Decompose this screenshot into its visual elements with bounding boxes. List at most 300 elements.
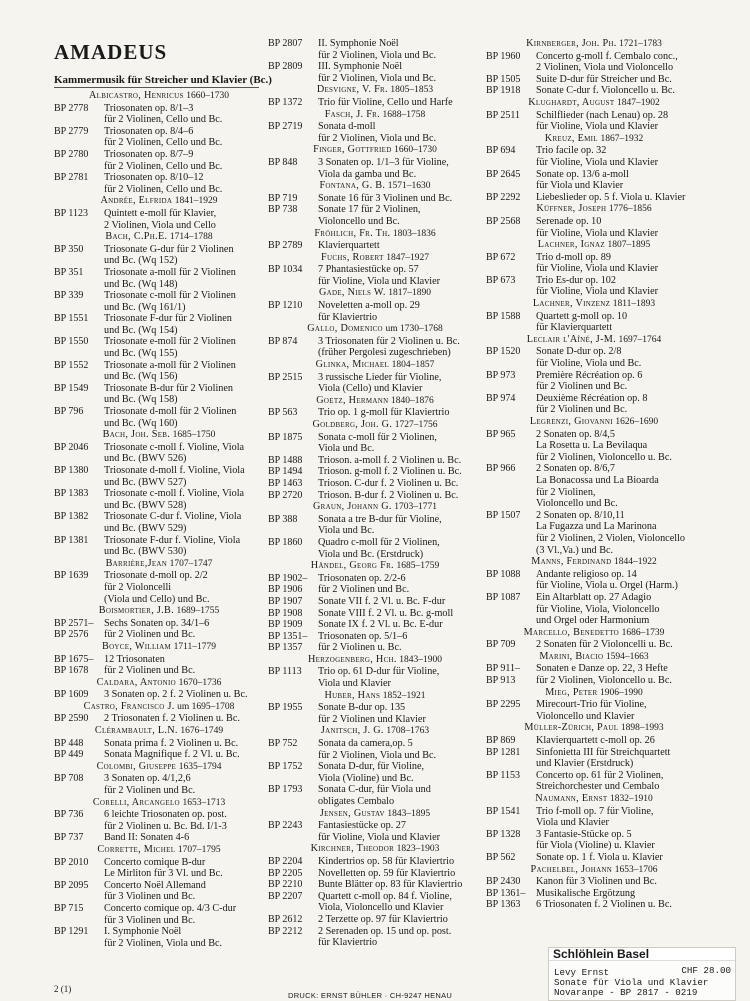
work-description: 2 Serenaden op. 15 und op. post. für Klaviertrio xyxy=(318,925,452,949)
catalog-entry xyxy=(54,535,264,558)
catalog-entry xyxy=(54,689,264,701)
catalog-entry xyxy=(268,856,482,868)
catalog-entry xyxy=(486,899,702,911)
catalog-number: BP 1153 xyxy=(486,769,520,781)
price-sticker xyxy=(548,947,736,1001)
work-description: Trioson. C-dur f. 2 Violinen u. Bc. xyxy=(318,477,459,489)
work-description: Fantasiestücke op. 27 für Violine, Viola und Klavier xyxy=(318,820,441,843)
work-description: 3 Sonaten op. 2 f. 2 Violinen u. Bc. xyxy=(104,689,248,701)
catalog-number: BP 2807 xyxy=(268,38,303,49)
catalog-number: BP 796 xyxy=(54,406,84,418)
composer-name: Kirchner, Theodor xyxy=(310,843,395,855)
catalog-number: BP 2430 xyxy=(486,876,521,888)
composer-name: Mieg, Peter xyxy=(545,686,598,698)
work-description: Triosonate F-dur für 2 Violinen und Bc. (Wq 154) xyxy=(104,313,232,336)
composer-name: Leclair l'Aîné, J-M. xyxy=(526,333,616,345)
work-description: für 2 Violinen und Bc. xyxy=(104,629,196,641)
composer-name: Gade, Niels W. xyxy=(318,287,386,299)
composer-name: Desvigne, V. Fr. xyxy=(316,84,388,96)
catalog-number: BP 1361– xyxy=(486,887,526,899)
work-description: Suite D-dur für Streicher und Bc. xyxy=(536,73,672,85)
catalog-number: BP 1357 xyxy=(268,642,303,654)
catalog-number: BP 2789 xyxy=(268,240,303,252)
catalog-entry xyxy=(268,432,482,455)
catalog-entry xyxy=(486,169,702,192)
composer-dates: 1776–1856 xyxy=(608,204,652,215)
composer-dates: 1626–1690 xyxy=(615,417,659,427)
catalog-number: BP 350 xyxy=(54,243,84,255)
catalog-number: BP 1210 xyxy=(268,300,303,312)
catalog-entry xyxy=(268,121,482,144)
catalog-number: BP 965 xyxy=(486,428,516,440)
work-description: Triosonate d-moll op. 2/2 für 2 Violoncelli (Viola und Cello) und Bc. xyxy=(104,570,210,605)
composer-name: Müller-Zürich, Paul xyxy=(524,722,619,734)
composer-name: Manns, Ferdinand xyxy=(531,556,612,568)
composer-dates: 1707–1747 xyxy=(169,558,213,569)
catalog-entry xyxy=(486,747,702,770)
work-description: 3 Sonaten op. 4/1,2,6 für 2 Violinen und Bc. xyxy=(104,773,196,797)
composer-dates: 1804–1857 xyxy=(391,360,435,371)
catalog-entry xyxy=(268,784,482,807)
composer-heading xyxy=(54,429,264,442)
composer-dates: 1697–1764 xyxy=(618,334,662,345)
catalog-entry xyxy=(54,406,264,429)
work-description: Kindertrios op. 58 für Klaviertrio xyxy=(318,855,455,867)
catalog-number: BP 339 xyxy=(54,290,84,302)
work-description: 2 Sonaten für 2 Violoncelli u. Bc. xyxy=(536,639,673,651)
catalog-entry xyxy=(486,370,702,393)
catalog-number: BP 2590 xyxy=(54,713,89,725)
composer-name: Lachner, Ignaz xyxy=(537,239,605,251)
catalog-entry xyxy=(486,51,702,74)
composer-name: Klughardt, August xyxy=(528,96,615,108)
catalog-entry xyxy=(54,654,264,666)
catalog-number: BP 2568 xyxy=(486,215,521,227)
work-description: Trio für Violine, Cello und Harfe xyxy=(318,96,453,108)
work-description: Band II: Sonaten 4-6 xyxy=(104,832,190,844)
catalog-number: BP 1860 xyxy=(268,536,303,548)
work-description: 2 Triosonaten f. 2 Violinen u. Bc. xyxy=(104,713,240,725)
work-description: Concerto comique B-dur Le Mirliton für 3 Vl. und Bc. xyxy=(104,856,223,880)
catalog-entry xyxy=(486,429,702,464)
work-description: 3 Triosonaten für 2 Violinen u. Bc. (früher Pergolesi zugeschrieben) xyxy=(318,335,460,359)
catalog-number: BP 1902– xyxy=(268,572,308,584)
catalog-number: BP 752 xyxy=(268,738,298,750)
catalog-entry xyxy=(54,773,264,796)
work-description: Sonate op. 13/6 a-moll für Viola und Klavier xyxy=(536,168,629,192)
composer-name: Gallo, Domenico xyxy=(307,323,383,335)
catalog-entry xyxy=(268,157,482,180)
catalog-column-1 xyxy=(54,90,264,949)
catalog-number: BP 2515 xyxy=(268,371,303,383)
catalog-entry xyxy=(54,313,264,336)
composer-heading xyxy=(486,864,702,877)
composer-name: Jensen, Gustav xyxy=(319,807,385,819)
catalog-number: BP 2779 xyxy=(54,125,89,137)
page-number: 2 (1) xyxy=(54,984,72,994)
catalog-number: BP 1552 xyxy=(54,359,89,371)
catalog-entry xyxy=(54,926,264,949)
subtitle-rule xyxy=(54,87,259,88)
composer-dates: 1844–1922 xyxy=(614,557,657,568)
work-description: Sonata prima f. 2 Violinen u. Bc. xyxy=(104,737,239,749)
catalog-entry xyxy=(268,738,482,761)
sticker-composer: Levy Ernst xyxy=(554,967,610,978)
composer-dates: 1832–1910 xyxy=(610,794,653,804)
composer-heading xyxy=(268,560,482,573)
composer-name: Clérambault, L.N. xyxy=(94,725,178,737)
composer-name: Glinka, Michael xyxy=(315,359,390,371)
catalog-number: BP 1123 xyxy=(54,207,88,219)
catalog-entry xyxy=(268,608,482,620)
work-description: Concerto Noël Allemand für 3 Violinen und Bc. xyxy=(104,879,206,903)
catalog-number: BP 2295 xyxy=(486,699,521,711)
catalog-entry xyxy=(54,618,264,630)
composer-dates: 1689–1755 xyxy=(176,606,220,617)
catalog-entry xyxy=(486,252,702,275)
work-description: 12 Triosonaten xyxy=(104,653,165,665)
work-description: Triosonaten op. 8/10–12 für 2 Violinen, Cello und Bc. xyxy=(104,172,223,195)
work-description: Sonate op. 1 f. Viola u. Klavier xyxy=(536,851,663,863)
catalog-entry xyxy=(268,97,482,109)
composer-name: Boismortier, J.B. xyxy=(98,605,174,617)
composer-dates: 1688–1758 xyxy=(382,109,426,120)
composer-dates: 1660–1730 xyxy=(394,145,437,156)
work-description: Liebeslieder op. 5 f. Viola u. Klavier xyxy=(536,191,686,203)
work-description: Triosonate C-dur f. Violine, Viola und Bc. (BWV 529) xyxy=(104,511,242,534)
catalog-number: BP 2571– xyxy=(54,617,94,629)
catalog-entry xyxy=(54,244,264,267)
composer-heading xyxy=(486,203,702,216)
work-description: Sechs Sonaten op. 34/1–6 xyxy=(104,617,210,629)
work-description: Musikalische Ergötzung xyxy=(536,887,636,899)
work-description: für 2 Violinen, Violoncello u. Bc. xyxy=(536,675,672,687)
work-description: Triosonate d-moll für 2 Violinen und Bc. (Wq 160) xyxy=(104,406,237,429)
catalog-number: BP 1507 xyxy=(486,509,521,521)
catalog-entry xyxy=(486,806,702,829)
catalog-number: BP 1328 xyxy=(486,828,521,840)
work-description: Kanon für 3 Violinen und Bc. xyxy=(536,876,657,888)
composer-name: Fröhlich, Fr. Th. xyxy=(314,227,391,239)
work-description: Trio f-moll op. 7 für Violine, Viola und Klavier xyxy=(536,805,654,829)
catalog-number: BP 1463 xyxy=(268,477,303,489)
catalog-number: BP 1281 xyxy=(486,746,521,758)
catalog-number: BP 1675– xyxy=(54,653,94,665)
catalog-entry xyxy=(54,383,264,406)
work-description: Trio Es-dur op. 102 für Violine, Viola und Klavier xyxy=(536,274,659,298)
catalog-entry xyxy=(268,38,482,61)
composer-name: Legrenzi, Giovanni xyxy=(529,416,613,427)
catalog-number: BP 2778 xyxy=(54,102,89,114)
catalog-number: BP 1034 xyxy=(268,264,303,276)
work-description: Trio op. 61 D-dur für Violine, Viola und Klavier xyxy=(318,666,440,690)
catalog-entry xyxy=(54,738,264,750)
catalog-entry xyxy=(486,829,702,852)
catalog-number: BP 1960 xyxy=(486,50,521,62)
catalog-number: BP 1752 xyxy=(268,761,303,773)
composer-heading xyxy=(54,797,264,810)
composer-name: Händel, Georg Fr. xyxy=(310,560,394,572)
catalog-entry xyxy=(268,455,482,467)
catalog-entry xyxy=(268,868,482,880)
catalog-entry xyxy=(54,570,264,605)
catalog-entry xyxy=(54,360,264,383)
catalog-entry xyxy=(268,240,482,252)
composer-heading xyxy=(268,808,482,821)
catalog-entry xyxy=(54,857,264,880)
catalog-number: BP 2780 xyxy=(54,148,89,160)
composer-dates: 1714–1788 xyxy=(169,232,213,243)
composer-name: Küffner, Joseph xyxy=(536,203,607,215)
catalog-number: BP 1918 xyxy=(486,85,521,97)
composer-heading xyxy=(268,252,482,265)
work-description: Trio facile op. 32 für Violine, Viola und Klavier xyxy=(536,145,659,168)
composer-name: Bach, Joh. Seb. xyxy=(102,429,171,441)
catalog-entry xyxy=(268,466,482,478)
catalog-number: BP 1588 xyxy=(486,310,521,322)
work-description: Triosonaten op. 8/7–9 für 2 Violinen, Cello und Bc. xyxy=(104,148,223,172)
catalog-number: BP 2210 xyxy=(268,879,303,891)
catalog-number: BP 1351– xyxy=(268,630,308,642)
catalog-entry xyxy=(54,208,264,231)
composer-heading xyxy=(268,84,482,97)
composer-name: Bach, C.Ph.E. xyxy=(105,231,168,243)
work-description: Première Récréation op. 6 für 2 Violinen und Bc. xyxy=(536,369,643,393)
catalog-entry xyxy=(54,511,264,534)
work-description: Quintett e-moll für Klavier, 2 Violinen, Viola und Cello xyxy=(104,207,217,231)
composer-heading xyxy=(268,690,482,703)
composer-heading xyxy=(268,395,482,408)
catalog-number: BP 708 xyxy=(54,773,84,785)
composer-dates: 1685–1750 xyxy=(172,430,216,441)
composer-dates: 1711–1779 xyxy=(173,641,217,652)
composer-heading xyxy=(486,722,702,735)
catalog-number: BP 1363 xyxy=(486,899,521,911)
composer-heading xyxy=(54,90,264,103)
catalog-entry xyxy=(486,510,702,556)
catalog-entry xyxy=(54,290,264,313)
composer-heading xyxy=(486,651,702,664)
catalog-entry xyxy=(54,126,264,149)
catalog-entry xyxy=(486,639,702,651)
catalog-entry xyxy=(486,663,702,675)
catalog-number: BP 1291 xyxy=(54,926,89,938)
composer-name: Kirnberger, Joh. Ph. xyxy=(526,38,617,49)
catalog-number: BP 973 xyxy=(486,369,516,381)
composer-name: Kreuz, Emil xyxy=(544,132,598,144)
work-description: Sonaten e Danze op. 22, 3 Hefte xyxy=(536,663,668,675)
work-description: Triosonate c-moll f. Violine, Viola und Bc. (BWV 526) xyxy=(104,441,245,465)
catalog-number: BP 448 xyxy=(54,737,84,749)
composer-dates: 1843–1895 xyxy=(387,808,431,819)
catalog-number: BP 2292 xyxy=(486,191,521,203)
composer-dates: 1867–1932 xyxy=(600,133,644,144)
work-description: Sonata c-moll für 2 Violinen, Viola und Bc. xyxy=(318,431,437,455)
composer-heading xyxy=(54,761,264,774)
work-description: 2 Sonaten op. 8/10,11 La Fugazza und La Marinona für 2 Violinen, 2 Violen, Violoncello (3 Vl.,Va.) und Bc. xyxy=(536,509,685,556)
catalog-number: BP 1909 xyxy=(268,619,303,631)
catalog-number: BP 2645 xyxy=(486,168,521,180)
composer-name: Corelli, Arcangelo xyxy=(92,796,180,808)
work-description: Concerto g-moll f. Cembalo conc., 2 Violinen, Viola und Violoncello xyxy=(536,50,678,74)
catalog-entry xyxy=(268,372,482,395)
catalog-entry xyxy=(268,702,482,725)
catalog-number: BP 1549 xyxy=(54,382,89,394)
composer-dates: 1703–1771 xyxy=(394,502,438,513)
catalog-entry xyxy=(486,569,702,592)
catalog-entry xyxy=(268,619,482,631)
catalog-entry xyxy=(486,463,702,509)
catalog-entry xyxy=(486,74,702,86)
catalog-number: BP 672 xyxy=(486,251,516,263)
catalog-entry xyxy=(486,735,702,747)
catalog-number: BP 1908 xyxy=(268,607,303,619)
composer-heading xyxy=(268,323,482,336)
work-description: Triosonate a-moll für 2 Violinen und Bc. (Wq 148) xyxy=(104,266,236,290)
composer-dates: 1906–1990 xyxy=(600,687,643,698)
work-description: Triosonaten op. 2/2-6 xyxy=(318,572,406,584)
composer-name: Caldara, Antonio xyxy=(96,676,177,688)
composer-dates: 1727–1756 xyxy=(394,420,438,430)
work-description: I. Symphonie Noël für 2 Violinen, Viola und Bc. xyxy=(104,926,223,949)
composer-dates: 1676–1749 xyxy=(180,726,224,737)
composer-heading xyxy=(54,605,264,618)
composer-heading xyxy=(486,334,702,347)
composer-name: Fasch, J. Fr. xyxy=(324,108,380,120)
composer-name: Goetz, Hermann xyxy=(316,394,389,406)
catalog-number: BP 737 xyxy=(54,832,84,844)
catalog-entry xyxy=(268,666,482,689)
work-description: Triosonate F-dur f. Violine, Viola und Bc. (BWV 530) xyxy=(104,534,241,558)
work-description: Trioson. a-moll f. 2 Violinen u. Bc. xyxy=(318,454,462,466)
composer-heading xyxy=(486,627,702,640)
work-description: Ein Altarblatt op. 27 Adagio für Violine, Viola, Violoncello und Orgel oder Harmonium xyxy=(536,591,660,627)
catalog-entry xyxy=(486,85,702,97)
catalog-entry xyxy=(486,393,702,416)
composer-heading xyxy=(486,793,702,806)
work-description: für 2 Violinen u. Bc. xyxy=(318,642,402,654)
catalog-entry xyxy=(54,149,264,172)
catalog-entry xyxy=(486,216,702,239)
catalog-number: BP 351 xyxy=(54,266,84,278)
work-description: Sonate VII f. 2 Vl. u. Bc. F-dur xyxy=(318,595,446,607)
catalog-number: BP 673 xyxy=(486,274,516,286)
composer-heading xyxy=(54,844,264,857)
work-description: Trio d-moll op. 89 für Violine, Viola und Klavier xyxy=(536,251,659,275)
catalog-entry xyxy=(268,820,482,843)
catalog-number: BP 1678 xyxy=(54,665,89,677)
work-description: Sonate VIII f. 2 Vl. u. Bc. g-moll xyxy=(318,607,454,619)
catalog-number: BP 563 xyxy=(268,407,298,419)
work-description: Triosonate d-moll f. Violine, Viola und Bc. (BWV 527) xyxy=(104,465,245,488)
work-description: Sonate B-dur op. 135 für 2 Violinen und Klavier xyxy=(318,702,426,725)
catalog-number: BP 1088 xyxy=(486,568,521,580)
composer-name: Fuchs, Robert xyxy=(321,251,384,263)
catalog-entry xyxy=(268,193,482,205)
printer-imprint: DRUCK: ERNST BÜHLER · CH-9247 HENAU xyxy=(288,991,453,1000)
catalog-number: BP 1372 xyxy=(268,96,303,108)
publisher-logo: AMADEUS xyxy=(54,40,168,64)
catalog-number: BP 1520 xyxy=(486,346,521,358)
composer-name: Herzogenberg, Hch. xyxy=(307,653,397,665)
catalog-number: BP 2046 xyxy=(54,441,89,453)
composer-heading xyxy=(54,701,264,714)
catalog-number: BP 449 xyxy=(54,749,84,761)
composer-heading xyxy=(486,556,702,569)
catalog-number: BP 1955 xyxy=(268,702,303,714)
work-description: III. Symphonie Noël für 2 Violinen, Viola und Bc. xyxy=(318,61,437,84)
catalog-entry xyxy=(486,888,702,900)
composer-heading xyxy=(54,677,264,690)
composer-dates: 1843–1900 xyxy=(399,654,443,665)
composer-name: Marcello, Benedetto xyxy=(523,626,620,638)
composer-heading xyxy=(486,298,702,311)
work-description: Deuxième Récréation op. 8 für 2 Violinen und Bc. xyxy=(536,392,648,416)
catalog-entry xyxy=(54,465,264,488)
composer-name: Graun, Johann G. xyxy=(312,501,392,513)
catalog-number: BP 1906 xyxy=(268,584,303,596)
catalog-entry xyxy=(486,770,702,793)
composer-name: Fontana, G. B. xyxy=(319,180,386,192)
work-description: 2 Sonaten op. 8/6,7 La Bonacossa und La Bioarda für 2 Violinen, Violoncello und Bc. xyxy=(536,463,659,510)
catalog-number: BP 1793 xyxy=(268,784,303,796)
work-description: für 2 Violinen und Bc. xyxy=(318,584,410,596)
composer-dates: 1847–1927 xyxy=(386,252,429,263)
catalog-entry xyxy=(268,631,482,643)
catalog-number: BP 1505 xyxy=(486,73,521,85)
sticker-title: Sonate für Viola und Klavier xyxy=(554,977,709,988)
work-description: Novelletten op. 59 für Klaviertrio xyxy=(318,867,456,879)
composer-heading xyxy=(268,180,482,193)
catalog-entry xyxy=(54,488,264,511)
work-description: 3 russische Lieder für Violine, Viola (Cello) und Klavier xyxy=(318,371,442,395)
composer-dates: 1807–1895 xyxy=(607,240,651,251)
catalog-number: BP 1494 xyxy=(268,466,303,478)
catalog-number: BP 2720 xyxy=(268,489,303,501)
work-description: Andante religioso op. 14 für Violine, Viola u. Orgel (Harm.) xyxy=(536,568,678,592)
work-description: Triosonaten op. 5/1–6 xyxy=(318,630,408,642)
catalog-number: BP 1087 xyxy=(486,591,521,603)
catalog-number: BP 694 xyxy=(486,145,516,157)
catalog-entry xyxy=(54,665,264,677)
work-description: Triosonate B-dur für 2 Violinen und Bc. (Wq 158) xyxy=(104,382,233,406)
catalog-entry xyxy=(268,596,482,608)
catalog-number: BP 966 xyxy=(486,463,516,475)
sticker-edition: Novaranpe - BP 2817 - 0219 xyxy=(554,987,698,998)
work-description: Triosonaten op. 8/4–6 für 2 Violinen, Cello und Bc. xyxy=(104,125,223,149)
catalog-entry xyxy=(268,584,482,596)
work-description: 2 Terzette op. 97 für Klaviertrio xyxy=(318,913,448,925)
catalog-number: BP 2781 xyxy=(54,172,89,184)
work-description: Triosonate c-moll f. Violine, Viola und Bc. (BWV 528) xyxy=(104,488,245,511)
composer-heading xyxy=(486,687,702,700)
composer-name: Barrière,Jean xyxy=(105,557,168,569)
catalog-entry xyxy=(268,926,482,949)
work-description: Mirecourt-Trio für Violine, Violoncello und Klavier xyxy=(536,699,647,722)
catalog-entry xyxy=(268,300,482,323)
catalog-number: BP 562 xyxy=(486,851,516,863)
composer-heading xyxy=(268,228,482,241)
catalog-number: BP 1380 xyxy=(54,465,89,476)
catalog-entry xyxy=(268,204,482,227)
catalog-entry xyxy=(268,336,482,359)
catalog-entry xyxy=(54,880,264,903)
composer-heading xyxy=(486,416,702,429)
composer-heading xyxy=(486,97,702,110)
catalog-entry xyxy=(54,172,264,195)
composer-heading xyxy=(54,231,264,244)
catalog-number: BP 2243 xyxy=(268,820,303,832)
